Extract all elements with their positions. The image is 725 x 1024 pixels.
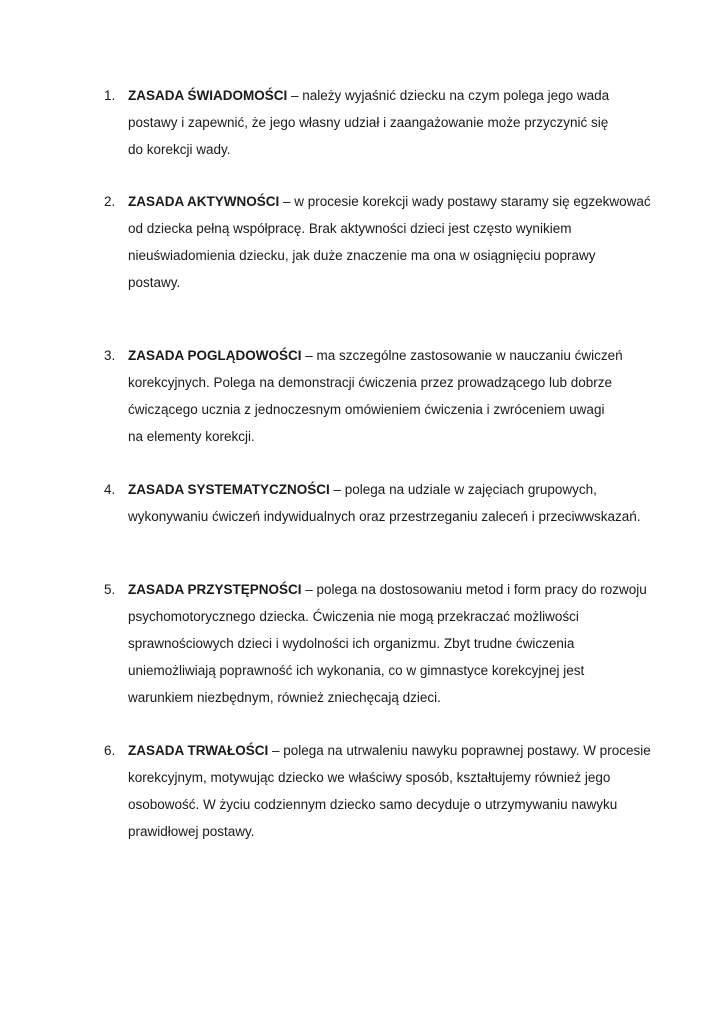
item-line: osobowość. W życiu codziennym dziecko samo decyduje o utrzymywaniu nawyku [128, 797, 618, 812]
item-line: od dziecka pełną współpracę. Brak aktywności dzieci jest często wynikiem [128, 221, 572, 236]
item-line: sprawnościowych dzieci i wydolności ich organizmu. Zbyt trudne ćwiczenia [128, 636, 575, 651]
item-line: postawy. [128, 275, 181, 290]
item-line: prawidłowej postawy. [128, 824, 255, 839]
item-title: ZASADA SYSTEMATYCZNOŚCI [128, 482, 330, 497]
item-text: – ma szczególne zastosowanie w nauczaniu ćwiczeń [301, 348, 623, 363]
item-number: 6. [104, 743, 116, 758]
list-item-6 [104, 737, 664, 845]
item-number: 2. [104, 194, 116, 209]
item-text: – w procesie korekcji wady postawy staramy się egzekwować [279, 194, 651, 209]
item-line: postawy i zapewnić, że jego własny udział i zaangażowanie może przyczynić się [128, 115, 609, 130]
item-text: – polega na utrwaleniu nawyku poprawnej postawy. W procesie [268, 743, 651, 758]
item-text: – należy wyjaśnić dziecku na czym polega jego wada [287, 88, 610, 103]
item-line: warunkiem niezbędnym, również zniechęcają dzieci. [128, 690, 441, 705]
item-first-line [128, 188, 664, 215]
item-text: – polega na dostosowaniu metod i form pracy do rozwoju [301, 582, 647, 597]
list-item-3 [104, 342, 664, 450]
item-line: do korekcji wady. [128, 142, 231, 157]
item-title: ZASADA POGLĄDOWOŚCI [128, 348, 302, 363]
item-number: 4. [104, 482, 116, 497]
item-title: ZASADA PRZYSTĘPNOŚCI [128, 582, 302, 597]
item-text: – polega na udziale w zajęciach grupowych, [329, 482, 597, 497]
item-line: uniemożliwiają poprawność ich wykonania, co w gimnastyce korekcyjnej jest [128, 663, 585, 678]
list-item-5 [104, 576, 664, 711]
item-line: korekcyjnym, motywując dziecko we właściwy sposób, kształtujemy również jego [128, 770, 611, 785]
list-item-2 [104, 188, 664, 296]
list-item-1 [104, 82, 664, 163]
item-first-line [128, 737, 664, 764]
item-line: na elementy korekcji. [128, 429, 255, 444]
item-number: 5. [104, 582, 116, 597]
item-line: wykonywaniu ćwiczeń indywidualnych oraz przestrzeganiu zaleceń i przeciwwskazań. [128, 509, 641, 524]
item-first-line [128, 576, 664, 603]
item-line: psychomotorycznego dziecka. Ćwiczenia nie mogą przekraczać możliwości [128, 609, 579, 624]
item-title: ZASADA AKTYWNOŚCI [128, 194, 280, 209]
item-first-line [128, 342, 664, 369]
item-title: ZASADA TRWAŁOŚCI [128, 743, 269, 758]
item-first-line [128, 82, 664, 109]
item-title: ZASADA ŚWIADOMOŚCI [128, 88, 288, 103]
item-number: 3. [104, 348, 116, 363]
item-number: 1. [104, 88, 116, 103]
list-item-4 [104, 476, 664, 530]
item-line: nieuświadomienia dziecku, jak duże znaczenie ma ona w osiągnięciu poprawy [128, 248, 596, 263]
item-line: ćwiczącego ucznia z jednoczesnym omówieniem ćwiczenia i zwróceniem uwagi [128, 402, 605, 417]
item-first-line [128, 476, 664, 503]
item-line: korekcyjnych. Polega na demonstracji ćwiczenia przez prowadzącego lub dobrze [128, 375, 613, 390]
